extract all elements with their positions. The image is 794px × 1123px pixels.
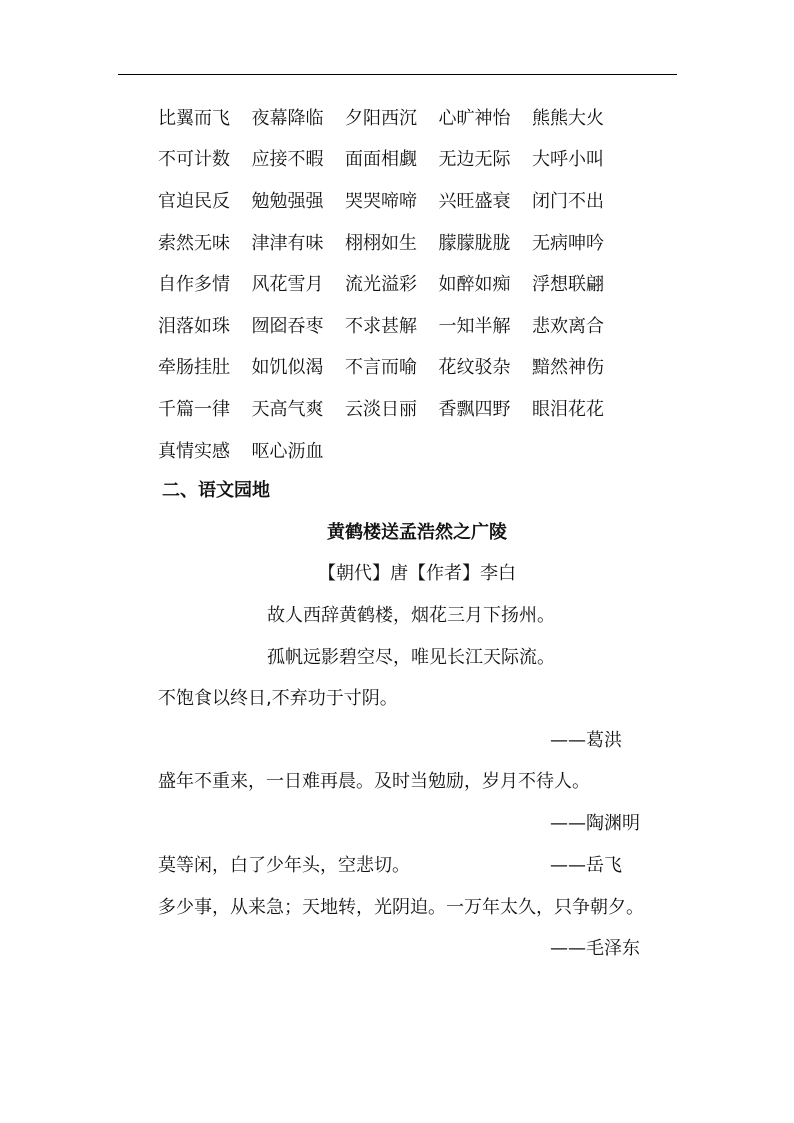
idiom-item: 无病呻吟 [532,232,604,254]
section-title: 二、语文园地 [162,480,270,501]
idiom-item: 哭哭啼啼 [345,190,417,212]
idiom-item: 真情实感 [158,440,230,462]
idiom-item: 黯然神伤 [532,357,604,379]
quote-text: 不饱食以终日,不弃功于寸阴。 [158,688,398,709]
idiom-row [158,306,678,348]
idiom-item: 浮想联翩 [532,274,604,296]
quote-text: 莫等闲，白了少年头，空悲切。 [158,855,410,876]
idiom-item: 兴旺盛衰 [438,190,511,212]
idiom-item: 香飘四野 [438,398,511,420]
idiom-item: 流光溢彩 [345,274,417,296]
idiom-item: 呕心沥血 [251,440,324,462]
idiom-item: 大呼小叫 [532,149,604,171]
idiom-item: 无边无际 [438,149,511,171]
quote-author: ——陶渊明 [550,813,640,834]
idiom-row [158,264,678,306]
idiom-item: 悲欢离合 [532,315,604,337]
idiom-item: 朦朦胧胧 [438,232,511,254]
idiom-item: 风花雪月 [251,274,324,296]
idiom-item: 自作多情 [158,274,230,296]
idiom-item: 栩栩如生 [345,232,417,254]
idiom-item: 夜幕降临 [251,107,324,129]
idiom-item: 官迫民反 [158,190,230,212]
idiom-item: 夕阳西沉 [345,107,417,129]
idiom-item: 不求甚解 [345,315,417,337]
idiom-item: 索然无味 [158,232,230,254]
idiom-item: 泪落如珠 [158,315,230,337]
quote-author: ——毛泽东 [550,938,640,959]
idiom-row [158,389,678,431]
idiom-item: 花纹驳杂 [438,357,511,379]
idiom-item: 眼泪花花 [532,398,604,420]
idiom-row [158,181,678,223]
idiom-item: 云淡日丽 [345,398,417,420]
header-rule [118,74,677,75]
idiom-row [158,431,678,473]
idiom-row [158,348,678,390]
poem-meta: 【朝代】唐【作者】李白 [318,563,516,584]
idiom-item: 应接不暇 [251,149,324,171]
idiom-row [158,98,678,140]
idiom-item: 不言而喻 [345,357,417,379]
idiom-row [158,223,678,265]
idiom-item: 心旷神怡 [438,107,511,129]
quote-author: ——葛洪 [550,730,622,751]
idiom-item: 面面相觑 [345,149,417,171]
idiom-item: 如醉如痴 [438,274,511,296]
quote-text: 多少事，从来急；天地转，光阴迫。一万年太久，只争朝夕。 [158,897,644,918]
idiom-item: 闭门不出 [532,190,604,212]
quote-author: ——岳飞 [550,855,622,876]
idiom-row [158,140,678,182]
idiom-grid [158,98,678,472]
idiom-item: 不可计数 [158,149,230,171]
idiom-item: 如饥似渴 [251,357,324,379]
quote-text: 盛年不重来，一日难再晨。及时当勉励，岁月不待人。 [158,771,590,792]
poem-line: 孤帆远影碧空尽，唯见长江天际流。 [267,647,555,668]
idiom-item: 津津有味 [251,232,324,254]
poem-line: 故人西辞黄鹤楼，烟花三月下扬州。 [267,605,555,626]
idiom-item: 比翼而飞 [158,107,230,129]
idiom-item: 囫囵吞枣 [251,315,324,337]
idiom-item: 牵肠挂肚 [158,357,230,379]
idiom-item: 一知半解 [438,315,511,337]
idiom-item: 勉勉强强 [251,190,324,212]
poem-title: 黄鹤楼送孟浩然之广陵 [327,522,507,543]
idiom-item: 熊熊大火 [532,107,604,129]
idiom-item: 千篇一律 [158,398,230,420]
idiom-item: 天高气爽 [251,398,324,420]
